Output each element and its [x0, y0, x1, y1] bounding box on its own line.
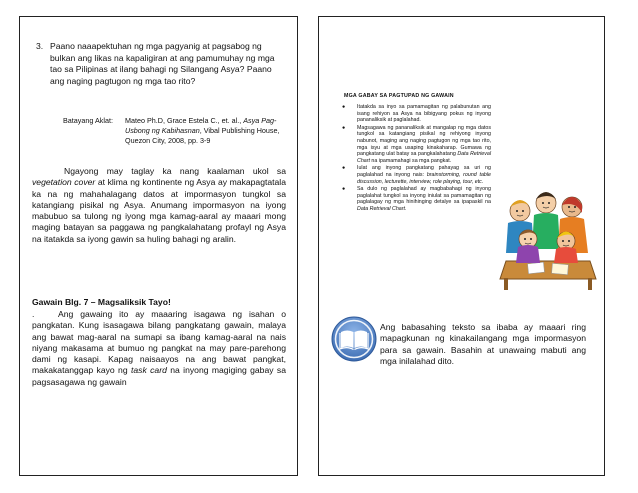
guide-emphasis: brainstorming, round table discussion, lecturette, interview, role playing, tour, etc. — [357, 171, 492, 185]
source-label: Batayang Aklat: — [63, 116, 113, 125]
para2-emphasis: task card — [131, 365, 167, 376]
source-title: Asya Pag-Usbong ng Kabihasnan — [125, 116, 277, 135]
guide-text: Sa dulo ng paglalahad ay magbabahagi ng inyong paglalahat tungkol sa inyong iniulat sa pamamagitan ng paglalagay ng mga hinihinging detalye sa ipapaskil na — [357, 186, 491, 206]
left-page — [19, 16, 298, 476]
para1-emphasis: vegetation cover — [32, 177, 96, 188]
para2-after: na inyong magiging gabay sa pagsasagawa ng gawain — [32, 365, 286, 387]
right-page — [318, 16, 605, 476]
para2-before: Ang gawaing ito ay maaaring isagawa ng isahan o pangkatan. Kung isasagawa bilang pangkatang gawain, malaya ang bawat mag-aaral na sumapi sa ibang kamag-aaral na nais niyang makasama at bumuo ng pangkat na may pare-parehong dami ng kasapi. Kapag naisaayos na ang bawat pangkat, makakatanggap kayo ng — [32, 309, 286, 376]
bullet-icon: ● — [342, 124, 346, 131]
reading-note: Ang babasahing teksto sa ibaba ay maaari ring mapagkunan ng kinakailangang mga impormasyon para sa gawain. Basahin at unawaing mabuti ang mga inilalahad dito. — [380, 322, 586, 366]
guide-text: Magsagawa ng pananaliksik at mangalap ng mga datos tungkol sa katangiang pisikal ng rehiyong inyong nabunot, maging ang naging pagtugon ng mga tao rito, mga isyu at mga usaping kinakaharap. Gumawa ng pangkatang ulat batay sa pangkalahatang — [357, 124, 491, 158]
para2-lead: . — [32, 309, 35, 319]
guide-text: Iulat ang inyong pangkatang pahayag sa uri ng paglalahad na inyong nais: — [357, 165, 491, 178]
guides-list — [341, 104, 491, 214]
bullet-icon: ● — [342, 104, 346, 110]
guide-item — [341, 104, 491, 124]
guide-emphasis: Data Retrieval Chart — [357, 151, 492, 164]
guide-item — [341, 125, 491, 165]
guide-emphasis: Data Retrieval Chart. — [357, 205, 407, 212]
para1-after: at klima ng kontinente ng Asya ay makapagtatala ka na ng mahahalagang datos at impormasyon tungkol sa katangiang pisikal ng Asya. Anumang impormasyon na iyong mabubuo sa tulong ng iyong mga kamag-aaral ay maaari mong maging batayan sa paggawa ng pangkalahatang profayl ng Asya na itatakda sa iyong gawin sa huling bahagi ng aralin. — [32, 177, 287, 244]
children-illustration — [498, 183, 598, 291]
bullet-icon: ● — [342, 186, 346, 193]
guide-item — [341, 165, 491, 185]
source-publisher: , Vibal Publishing House, Quezon City, 2008, pp. 3-9 — [125, 126, 280, 145]
guide-text-after: na ipamamahagi sa mga pangkat. — [369, 157, 452, 164]
guide-item — [341, 186, 491, 212]
source-authors: Mateo Ph.D, Grace Estela C., et. al., — [125, 116, 242, 125]
source-reference — [63, 116, 288, 146]
activity-paragraph — [32, 309, 286, 388]
para1-before: Ngayong may taglay ka nang kaalaman ukol sa — [64, 166, 286, 176]
guide-text: Itatakda sa inyo sa pamamagitan ng palabunutan ang isang rehiyon sa Asya na bibigyang pokus ng inyong pananaliksik at paglalahad. — [357, 104, 491, 124]
intro-paragraph — [32, 166, 286, 245]
source-text — [125, 116, 288, 146]
question-3 — [36, 41, 280, 87]
question-text: Paano naaapektuhan ng mga pagyanig at pagsabog ng bulkan ang likas na kapaligiran at ang pamumuhay ng mga tao sa Pilipinas at ilang bahagi ng Silangang Asya? Paano ang naging pagtugon ng mga tao rito? — [50, 41, 275, 86]
activity-title: Gawain Blg. 7 – Magsaliksik Tayo! — [32, 297, 171, 307]
question-number: 3. — [36, 41, 44, 51]
bullet-icon: ● — [342, 165, 346, 172]
book-icon — [331, 316, 377, 362]
guides-title: MGA GABAY SA PAGTUPAD NG GAWAIN — [344, 93, 454, 99]
